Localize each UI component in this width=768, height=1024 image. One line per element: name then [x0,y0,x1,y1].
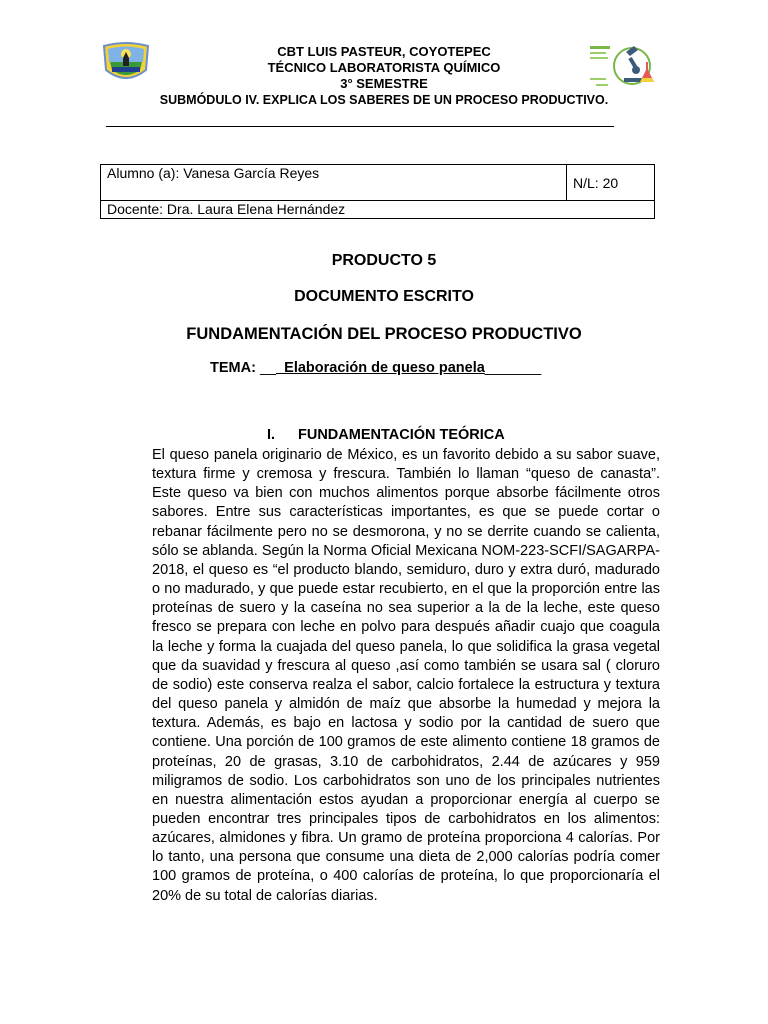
header-school: CBT LUIS PASTEUR, COYOTEPEC [277,44,491,59]
topic-lead-blank: __ [255,360,277,376]
student-info-table [100,164,655,219]
section-number: I. [267,427,276,443]
topic-line [210,360,541,376]
header-submodule: SUBMÓDULO IV. EXPLICA LOS SABERES DE UN PROCESO PRODUCTIVO. [159,93,609,107]
main-title: FUNDAMENTACIÓN DEL PROCESO PRODUCTIVO [186,325,582,343]
topic-value: _Elaboración de queso panela [276,360,485,376]
document-type-title: DOCUMENTO ESCRITO [294,288,474,305]
student-name-cell: Alumno (a): Vanesa García Reyes [101,165,567,201]
header-program: TÉCNICO LABORATORISTA QUÍMICO [267,60,501,75]
lab-microscope-flask-icon [586,40,662,92]
header-semester: 3° SEMESTRE [340,76,428,91]
topic-trail-blank: _______ [484,360,542,376]
section-heading [267,427,505,443]
teacher-cell: Docente: Dra. Laura Elena Hernández [101,201,655,219]
body-paragraph: El queso panela originario de México, es un favorito debido a su sabor suave, textura firme y cremosa y frescura. También lo llaman “queso de canasta”. Este queso va bien con muchos alimentos porque absorbe fácilmente otros sabores. Entre sus características importantes, es que se puede cortar o rebanar fácilmente pero no se desmorona, y no se derrite cuando se calienta, sólo se ablanda. Según la Norma Oficial Mexicana NOM-223-SCFI/SAGARPA-2018, el queso es “el producto blando, semiduro, duro y extra duró, madurado o no madurado, y que puede estar recubierto, en el que la proporción entre las proteínas de suero y la caseína no sea superior a la de la leche, este queso fresco se prepara con leche en polvo para después añadir cuajo que coagula la leche y forma la cuajada del queso panela, lo que solidifica la grasa vegetal que da suavidad y frescura al queso ,así como también se usara sal ( cloruro de sodio) este conserva realza el sabor, calcio fortalece la estructura y textura del queso panela y almidón de maíz que absorbe la humedad y mejora la textura. Además, es bajo en lactosa y sodio por la cantidad de suero que contiene. Una porción de 100 gramos de este alimento contiene 18 gramos de proteínas, 20 de grasas, 3.10 de carbohidratos, 2.44 de azúcares y 959 miligramos de sodio. Los carbohidratos son uno de los principales nutrientes en nuestra alimentación estos ayudan a proporcionar energía al cuerpo se pueden encontrar tres principales tipos de carbohidratos en los alimentos: azúcares, almidones y fibra. Un gramo de proteína proporciona 4 calorías. Por lo tanto, una persona que consume una dieta de 2,000 calorías podría comer 100 gramos de proteína, o 400 calorías de proteína, lo que proporcionaría el 20% de su total de calorías diarias. [152,447,660,904]
product-title: PRODUCTO 5 [331,252,437,269]
section-title: FUNDAMENTACIÓN TEÓRICA [298,427,505,443]
topic-label: TEMA: [210,360,256,376]
header-divider [106,126,614,127]
list-number-cell: N/L: 20 [567,165,655,201]
